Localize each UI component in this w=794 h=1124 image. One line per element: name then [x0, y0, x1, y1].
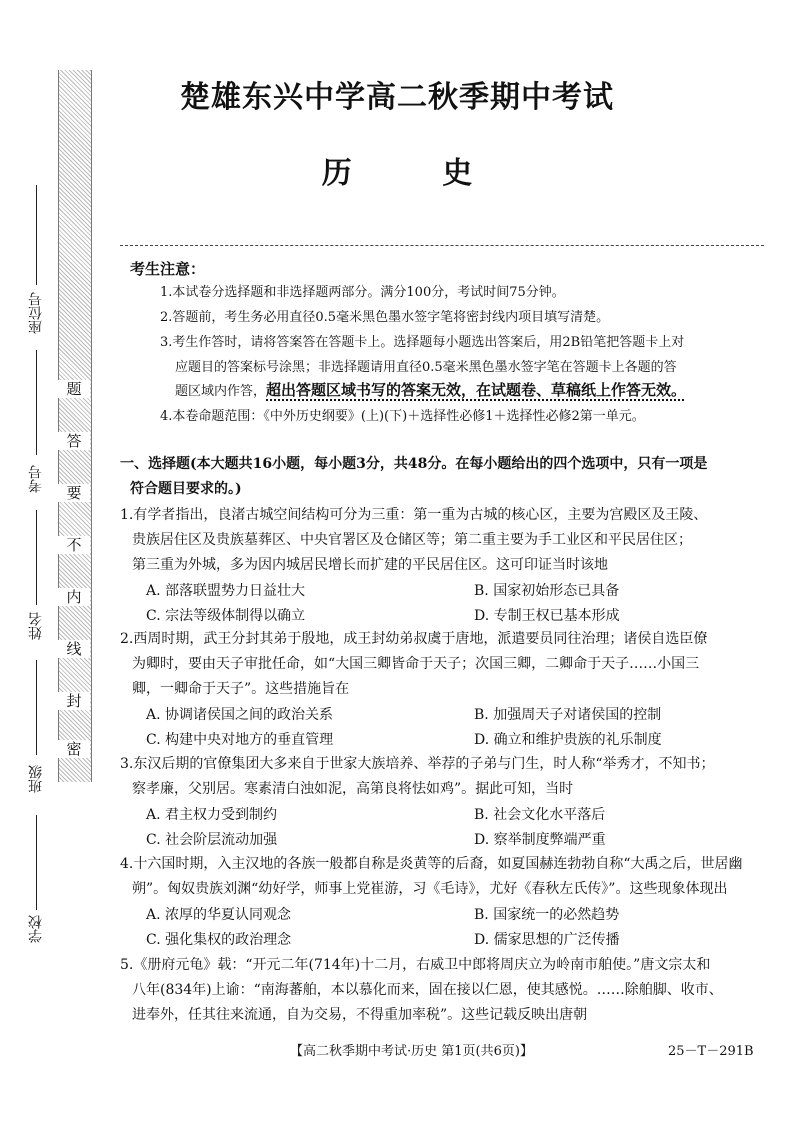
page-footer: 【高二秋季期中考试·历史 第1页(共6页)】 [290, 1044, 533, 1059]
option-b: B. 国家初始形态已具备 [474, 583, 620, 599]
notice-item: 1.本试卷分选择题和非选择题两部分。满分100分，考试时间75分钟。 [160, 285, 565, 300]
option-a: A. 浓厚的华夏认同观念 [146, 907, 292, 923]
seal-char: 密 [58, 740, 90, 758]
option-a: A. 部落联盟势力日益壮大 [146, 583, 306, 599]
notice-emphasis: 超出答题区域书写的答案无效，在试题卷、草稿纸上作答无效。 [266, 381, 687, 399]
seal-char: 封 [58, 692, 90, 710]
field-line [36, 815, 37, 910]
seal-char: 题 [58, 380, 90, 398]
option-c: C. 构建中央对地方的垂直管理 [146, 732, 334, 748]
question-line: 3.东汉后期的官僚集团大多来自于世家大族培养、举荐的子弟与门生，时人称“举秀才，不知书； [120, 756, 715, 772]
section-heading: 一、选择题(本大题共16小题，每小题3分，共48分。在每小题给出的四个选项中，只有一项是 [120, 456, 708, 472]
seal-char: 不 [58, 536, 90, 554]
field-line [36, 185, 37, 285]
question-line: 2.西周时期，武王分封其弟于殷地，成王封幼弟叔虞于唐地，派遣要员同往治理；诸侯自选臣僚 [120, 631, 708, 647]
question-line: 4.十六国时期，入主汉地的各族一般都自称是炎黄等的后裔，如夏国赫连勃勃自称“大禹之后，世居幽 [120, 856, 743, 872]
option-c: C. 强化集权的政治理念 [146, 932, 292, 948]
option-a: A. 君主权力受到制约 [146, 807, 278, 823]
field-line [36, 660, 37, 755]
question-line: 朔”。匈奴贵族刘渊“幼好学，师事上党崔游，习《毛诗》，尤好《春秋左氏传》”。这些现象体现出 [132, 881, 728, 897]
seat-label: 座位号 [28, 292, 44, 334]
school-label: 学校 [28, 915, 44, 943]
notice-item: 4.本卷命题范围：《中外历史纲要》(上)(下)＋选择性必修1＋选择性必修2第一单元。 [160, 409, 645, 424]
option-b: B. 加强周天子对诸侯国的控制 [474, 707, 662, 723]
notice-item: 3.考生作答时，请将答案答在答题卡上。选择题每小题选出答案后，用2B铅笔把答题卡上对 [160, 335, 685, 350]
option-d: D. 确立和维护贵族的礼乐制度 [474, 732, 662, 748]
notice-item: 应题目的答案标号涂黑；非选择题请用直径0.5毫米黑色墨水签字笔在答题卡上各题的答 [175, 360, 677, 375]
option-b: B. 社会文化水平落后 [474, 807, 606, 823]
question-line: 第三重为外城，多为因内城居民增长而扩建的平民居住区。这可印证当时该地 [132, 557, 608, 573]
exam-number-label: 考号 [28, 465, 44, 493]
seal-char: 答 [58, 432, 90, 450]
question-line: 贵族居住区及贵族墓葬区、中央官署区及仓储区等；第二重主要为手工业区和平民居住区； [132, 532, 692, 548]
option-c: C. 宗法等级体制得以确立 [146, 608, 306, 624]
notice-item-start: 题区域内作答，超出答题区域书写的答案无效，在试题卷、草稿纸上作答无效。 [175, 381, 687, 399]
option-d: D. 儒家思想的广泛传播 [474, 932, 620, 948]
divider [120, 245, 764, 247]
option-d: D. 察举制度弊端严重 [474, 832, 606, 848]
question-line: 察孝廉，父别居。寒素清白浊如泥，高第良将怯如鸡”。据此可知，当时 [132, 781, 574, 797]
notice-heading: 考生注意： [130, 260, 206, 278]
seal-char: 线 [58, 640, 90, 658]
seal-char: 要 [58, 484, 90, 502]
question-line: 卿，一卿命于天子”。这些措施旨在 [132, 681, 350, 697]
option-b: B. 国家统一的必然趋势 [474, 907, 620, 923]
notice-item: 2.答题前，考生务必用直径0.5毫米黑色墨水签字笔将密封线内项目填写清楚。 [160, 310, 610, 325]
field-line [36, 510, 37, 605]
field-line [36, 350, 37, 455]
question-line: 5.《册府元龟》载：“开元二年(714年)十二月，右威卫中郎将周庆立为岭南市舶使。”唐文宗太和 [120, 957, 711, 973]
question-line: 进奉外，任其往来流通，自为交易，不得重加率税”。这些记载反映出唐朝 [132, 1007, 588, 1023]
paper-code: 25－T－291B [668, 1044, 754, 1059]
option-c: C. 社会阶层流动加强 [146, 832, 278, 848]
section-heading-cont: 符合题目要求的。) [130, 481, 242, 497]
seal-char: 内 [58, 588, 90, 606]
option-d: D. 专制王权已基本形成 [474, 608, 620, 624]
question-line: 八年(834年)上谕：“南海蕃舶，本以慕化而来，固在接以仁恩，使其感悦。……除舶脚、收市、 [132, 982, 723, 998]
option-a: A. 协调诸侯国之间的政治关系 [146, 707, 334, 723]
name-label: 姓名 [28, 612, 44, 640]
class-label: 班级 [28, 765, 44, 793]
subject-title: 历 史 [321, 156, 513, 191]
question-line: 为卿时，要由天子审批任命，如“大国三卿皆命于天子；次国三卿，二卿命于天子……小国三 [132, 656, 700, 672]
exam-title: 楚雄东兴中学高二秋季期中考试 [180, 80, 614, 115]
question-line: 1.有学者指出，良渚古城空间结构可分为三重：第一重为古城的核心区，主要为宫殿区及王陵、 [120, 507, 708, 523]
